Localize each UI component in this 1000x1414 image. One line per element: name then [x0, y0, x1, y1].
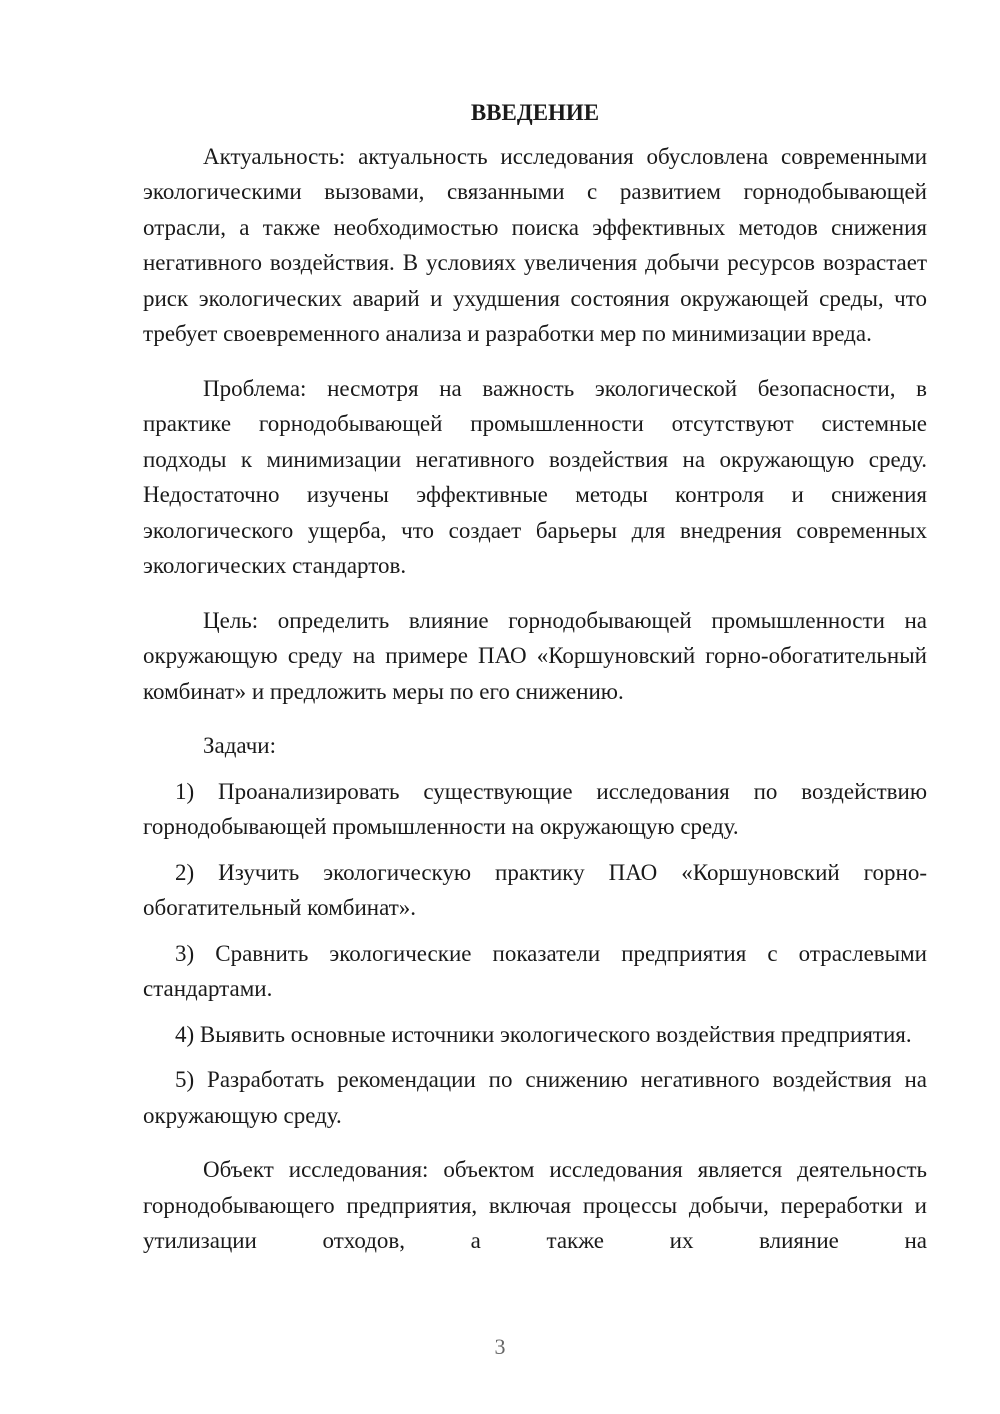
task-item-5: 5) Разработать рекомендации по снижению негативного воздействия на окружающую среду. [143, 1067, 927, 1128]
paragraph-goal: Цель: определить влияние горнодобывающей промышленности на окружающую среду на примере ПАО «Коршуновский горно-обогатительный комбинат» и предложить меры по его снижению. [143, 607, 927, 704]
paragraph-problem: Проблема: несмотря на важность экологической безопасности, в практике горнодобывающей промышленности отсутствуют системные подходы к минимизации негативного воздействия на окружающую среду. Недостаточно изучены эффективные методы контроля и снижения экологического ущерба, что создает барьеры для внедрения современных экологических стандартов. [143, 375, 927, 578]
document-body [143, 95, 927, 1259]
tasks-heading: Задачи: [203, 733, 276, 758]
page-number: 3 [494, 1334, 506, 1359]
task-item-2: 2) Изучить экологическую практику ПАО «Коршуновский горно-обогатительный комбинат». [143, 859, 927, 920]
task-item-1: 1) Проанализировать существующие исследования по воздействию горнодобывающей промышленности на окружающую среду. [143, 778, 927, 839]
task-item-3: 3) Сравнить экологические показатели предприятия с отраслевыми стандартами. [143, 940, 927, 1001]
section-title: ВВЕДЕНИЕ [470, 100, 600, 125]
paragraph-object: Объект исследования: объектом исследования является деятельность горнодобывающего предприятия, включая процессы добычи, переработки и утилизации отходов, а также их влияние на [143, 1157, 927, 1253]
paragraph-relevance: Актуальность: актуальность исследования обусловлена современными экологическими вызовами, связанными с развитием горнодобывающей отрасли, а также необходимостью поиска эффективных методов снижения негативного воздействия. В условиях увеличения добычи ресурсов возрастает риск экологических аварий и ухудшения состояния окружающей среды, что требует своевременного анализа и разработки мер по минимизации вреда. [143, 143, 927, 346]
task-item-4: 4) Выявить основные источники экологического воздействия предприятия. [175, 1021, 912, 1047]
